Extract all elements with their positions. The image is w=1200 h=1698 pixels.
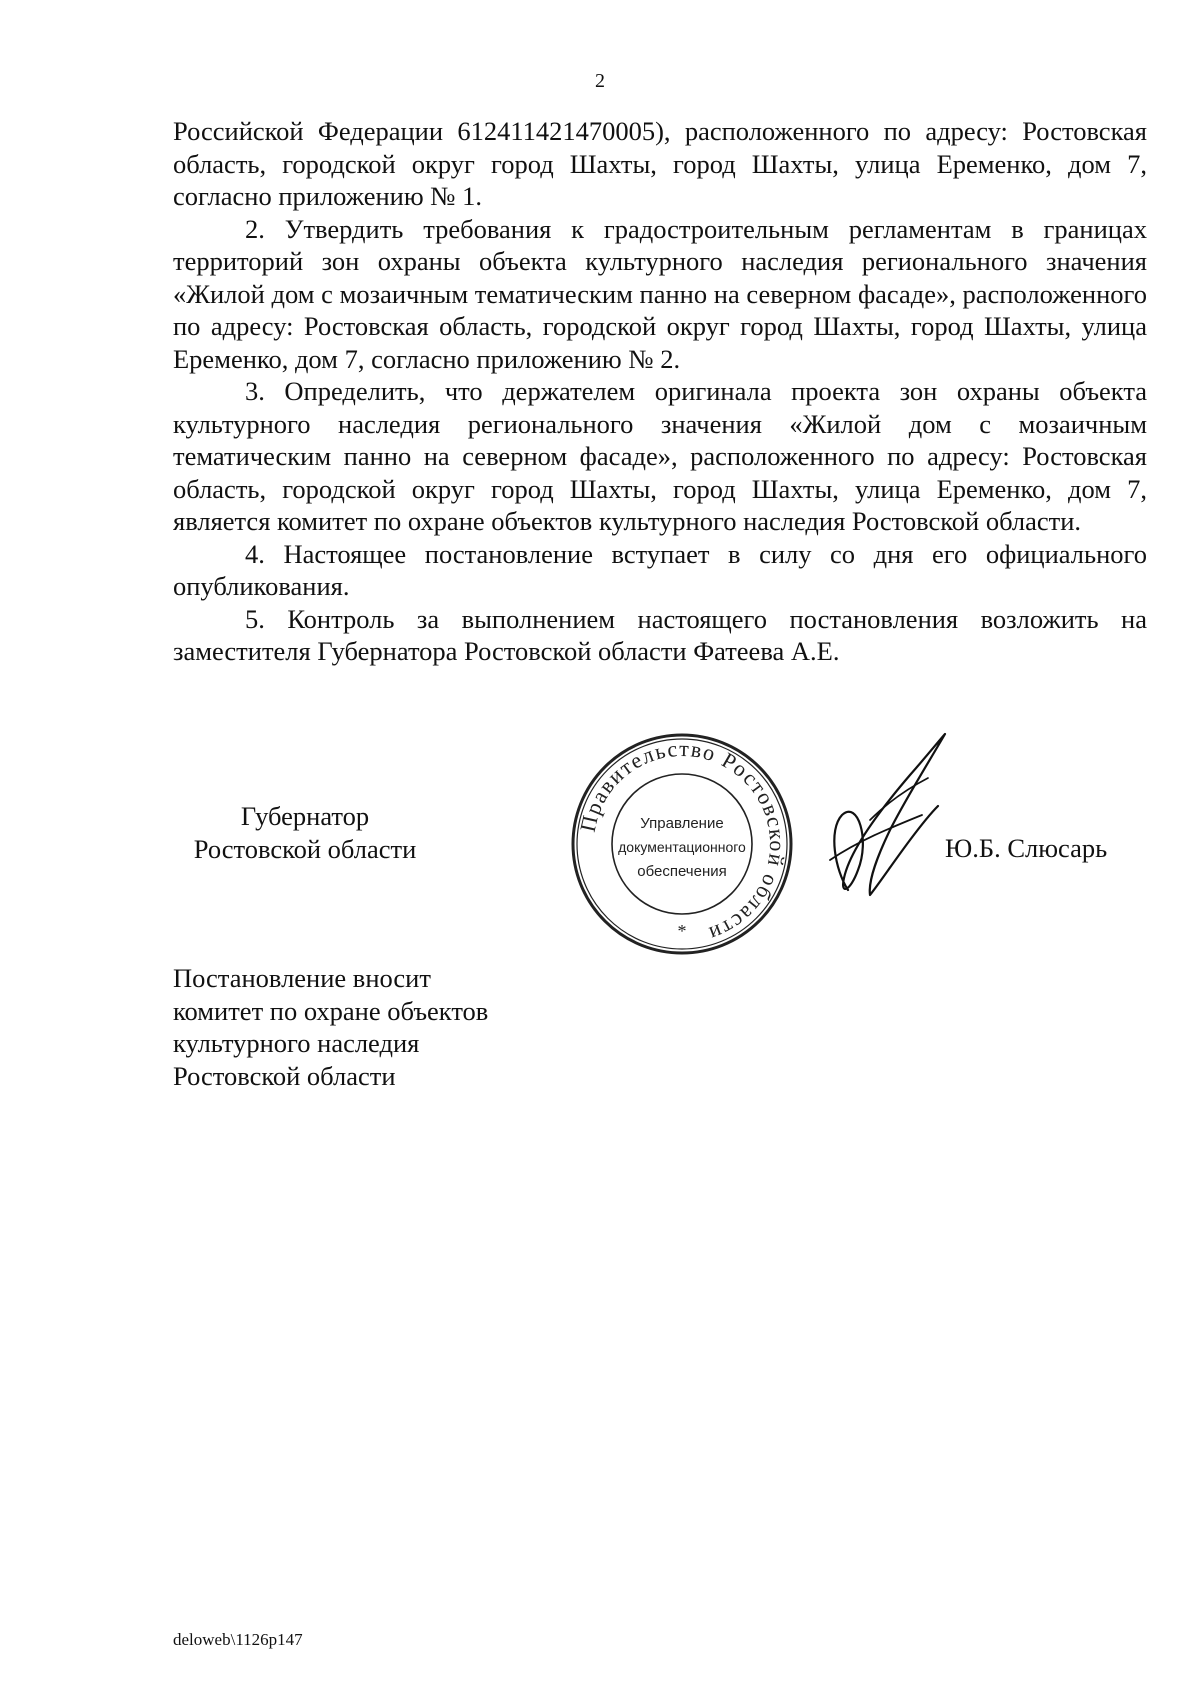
submitted-by-line-3: культурного наследия <box>173 1028 420 1058</box>
signatory-name: Ю.Б. Слюсарь <box>945 833 1108 863</box>
handwritten-signature <box>810 720 960 920</box>
paragraph-item-5: 5. Контроль за выполнением настоящего постановления возложить на заместителя Губернатора Ростовской области Фатеева А.Е. <box>173 603 1147 666</box>
submitted-by-line-1: Постановление вносит <box>173 963 431 993</box>
seal-star: * <box>677 921 687 941</box>
seal-inner-line-3: обеспечения <box>637 863 727 880</box>
paragraph-item-3: 3. Определить, что держателем оригинала проекта зон охраны объекта культурного наследия регионального значения «Жилой дом с мозаичным тематическим панно на северном фасаде», расположенного по адресу: Ростовская область, городской округ город Шахты, город Шахты, улица Еременко, дом 7, является комитет по охране объектов культурного наследия Ростовской области. <box>173 376 1147 536</box>
paragraph-1-continuation: Российской Федерации 612411421470005), расположенного по адресу: Ростовская область, городской округ город Шахты, город Шахты, улица Еременко, дом 7, согласно приложению № 1. <box>173 116 1147 211</box>
document-body <box>173 115 1147 668</box>
seal-inner-line-2: документационного <box>618 839 746 855</box>
signatory-position-line-1: Губернатор <box>240 801 370 831</box>
official-seal <box>570 732 794 956</box>
signatory-position-line-2: Ростовской области <box>193 833 417 864</box>
seal-inner-line-1: Управление <box>640 815 724 832</box>
submitted-by-note <box>173 962 488 1092</box>
submitted-by-line-2: комитет по охране объектов <box>173 995 489 1026</box>
page-number: 2 <box>595 70 605 92</box>
paragraph-item-4: 4. Настоящее постановление вступает в силу со дня его официального опубликования. <box>173 538 1147 601</box>
signatory-position <box>175 800 435 865</box>
document-code: deloweb\1126p147 <box>173 1630 303 1649</box>
submitted-by-line-4: Ростовской области <box>173 1060 396 1091</box>
seal-outer-text: Правительство Ростовской области <box>574 735 791 948</box>
paragraph-item-2: 2. Утвердить требования к градостроительным регламентам в границах территорий зон охраны объекта культурного наследия регионального значения «Жилой дом с мозаичным тематическим панно на северном фасаде», расположенного по адресу: Ростовская область, городской округ город Шахты, город Шахты, улица Еременко, дом 7, согласно приложению № 2. <box>173 213 1147 374</box>
signature-block <box>0 735 1200 960</box>
